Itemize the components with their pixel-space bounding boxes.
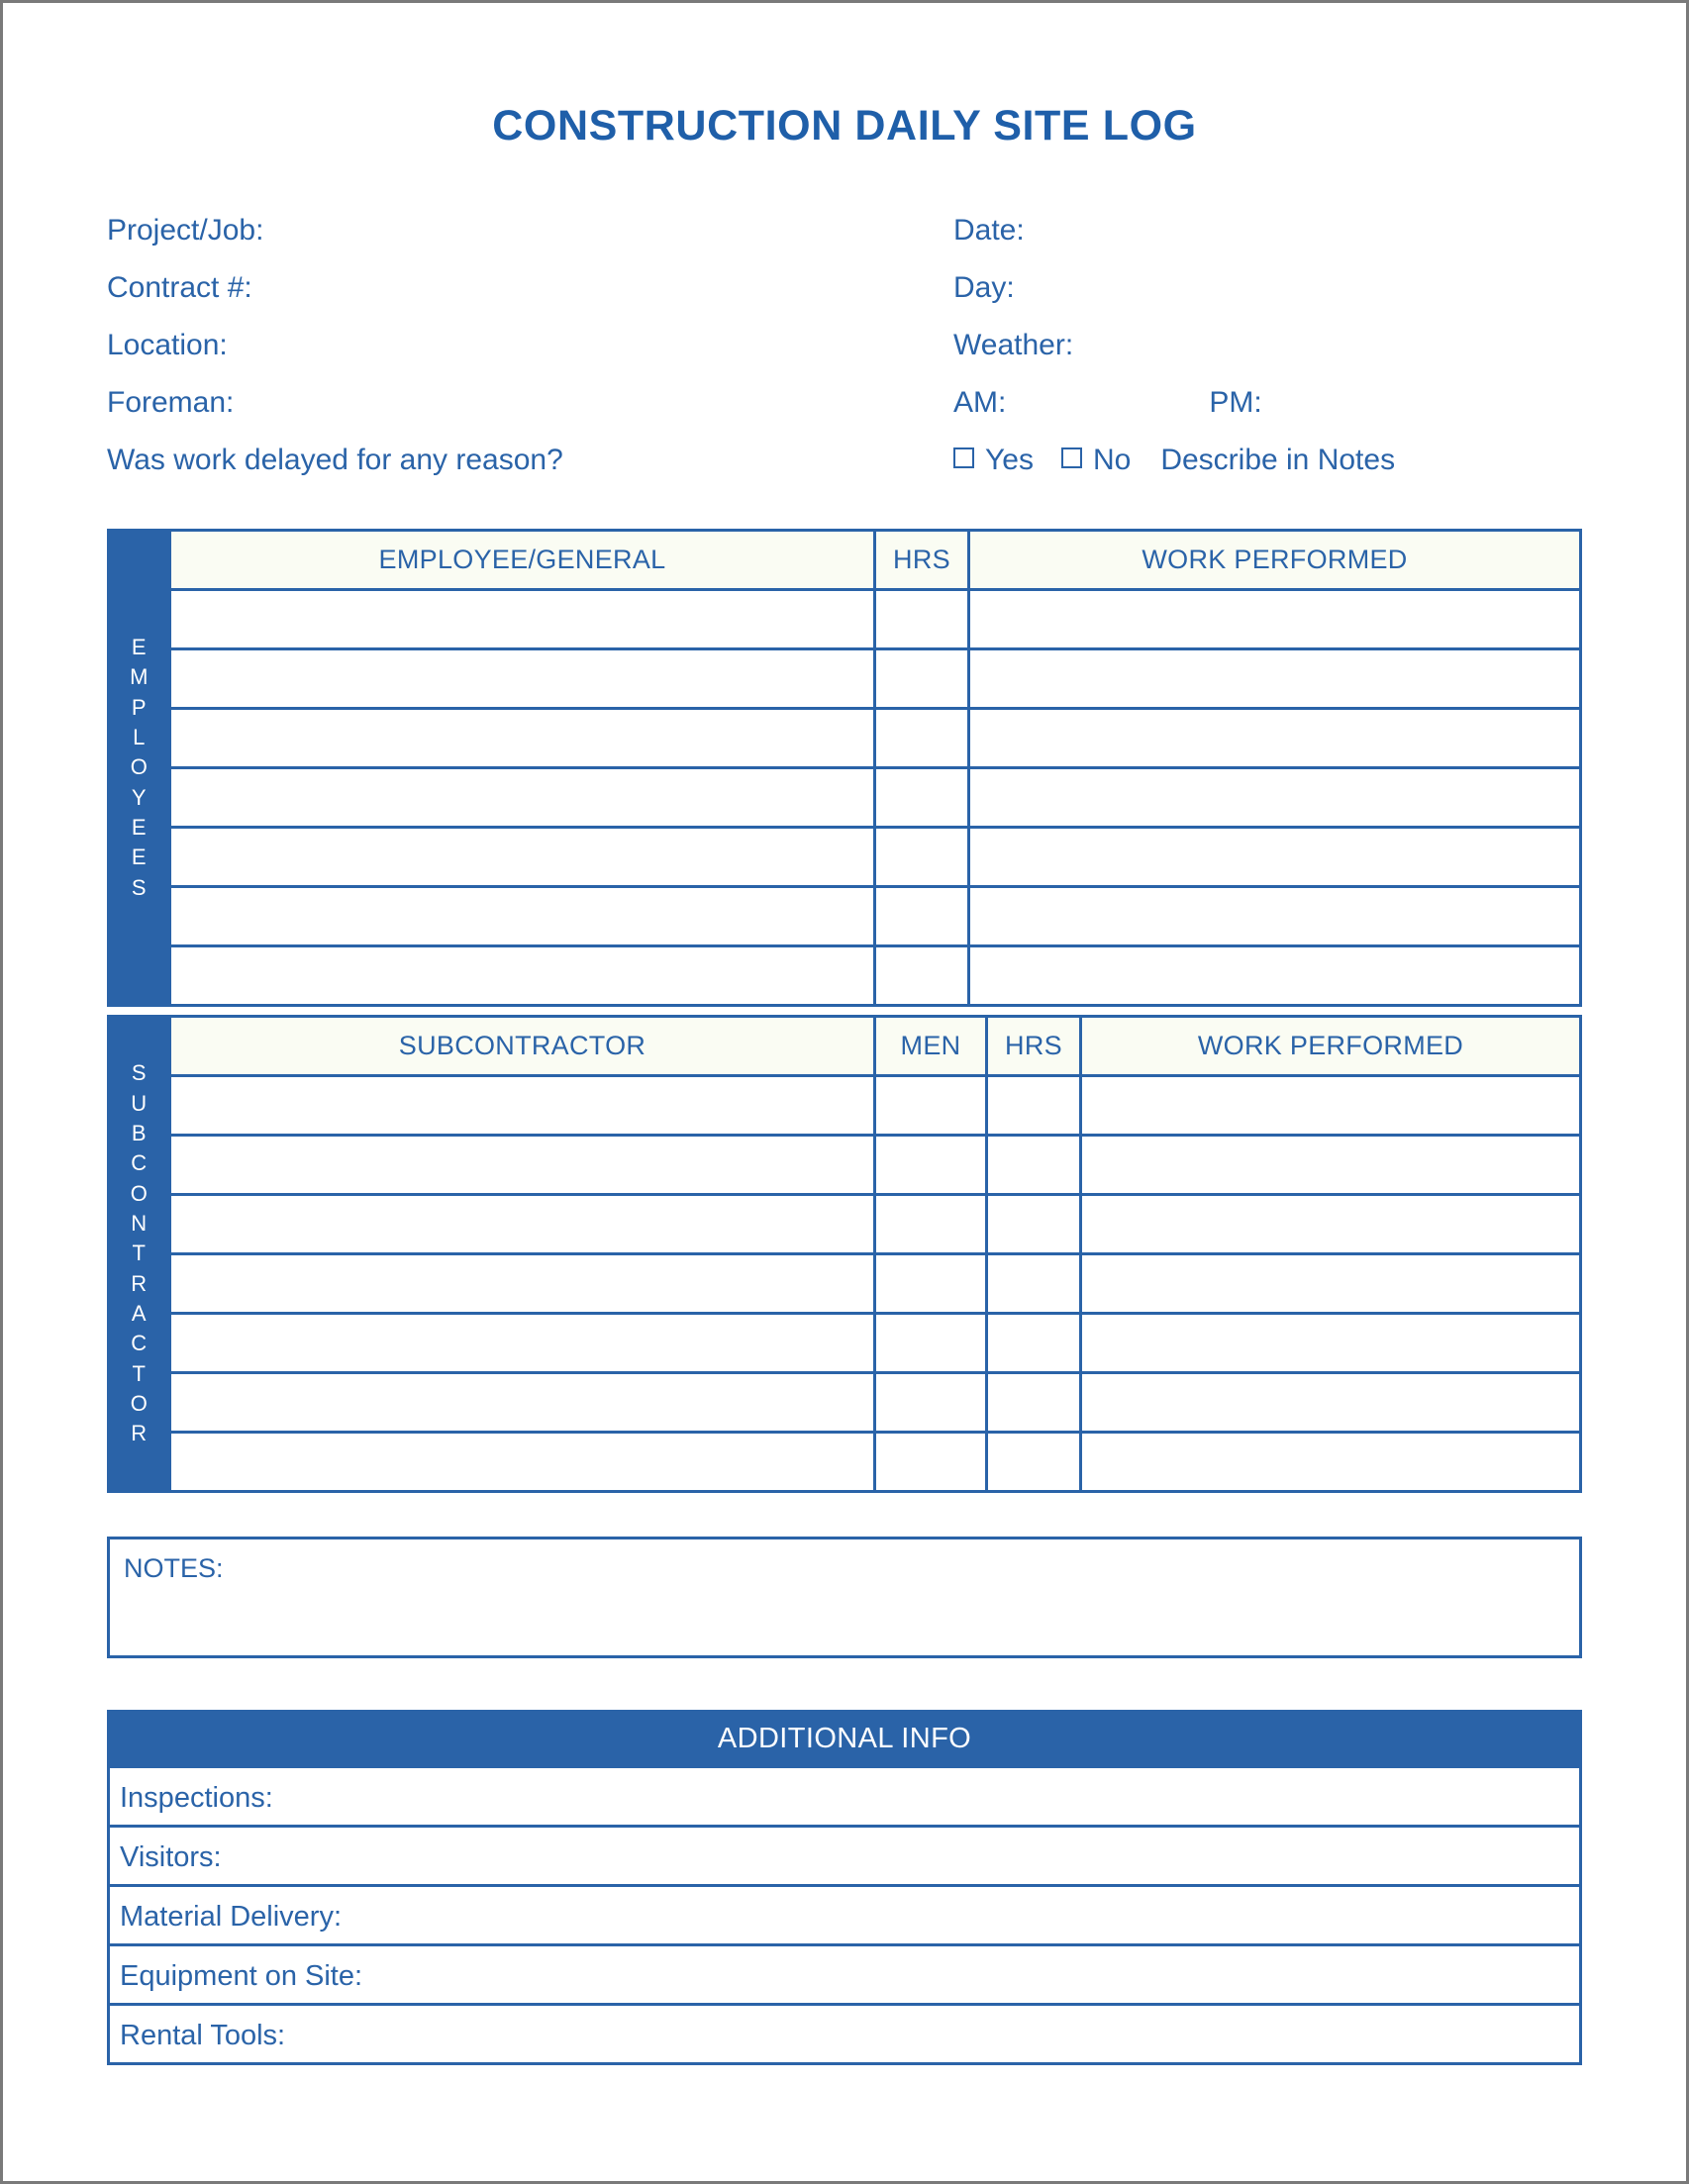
- employee-hrs-cell[interactable]: [875, 768, 969, 828]
- foreman-label: Foreman:: [107, 386, 235, 419]
- weather-label: Weather:: [953, 329, 1074, 361]
- side-letter: L: [133, 724, 146, 749]
- employees-side-strip: [109, 531, 170, 1006]
- foreman-field[interactable]: [107, 386, 953, 420]
- employee-work-cell[interactable]: [969, 590, 1581, 649]
- side-letter: S: [131, 1060, 148, 1086]
- subcontractor-name-cell[interactable]: [170, 1433, 875, 1492]
- subcontractor-hrs-cell[interactable]: [987, 1195, 1081, 1254]
- subcontractor-men-cell[interactable]: [875, 1136, 987, 1195]
- header-fields: [107, 214, 1582, 501]
- employee-hrs-cell[interactable]: [875, 887, 969, 946]
- employee-hrs-cell[interactable]: [875, 649, 969, 709]
- header-row-2: [107, 271, 1582, 329]
- day-field[interactable]: [953, 271, 1582, 305]
- employees-col-hrs: HRS: [875, 531, 969, 590]
- employee-name-cell[interactable]: [170, 946, 875, 1006]
- subcontractor-col-name: SUBCONTRACTOR: [170, 1017, 875, 1076]
- delay-checkboxes: [953, 444, 1395, 477]
- additional-info-row-visitors[interactable]: [110, 1825, 1579, 1884]
- side-letter: S: [131, 874, 148, 900]
- date-label: Date:: [953, 214, 1025, 247]
- employees-col-work: WORK PERFORMED: [969, 531, 1581, 590]
- subcontractor-hrs-cell[interactable]: [987, 1433, 1081, 1492]
- subcontractor-name-cell[interactable]: [170, 1195, 875, 1254]
- side-letter: T: [132, 1360, 147, 1386]
- subcontractor-side-strip: [109, 1017, 170, 1492]
- additional-info-section: [107, 1710, 1582, 2065]
- side-letter: A: [131, 1301, 148, 1327]
- additional-info-row-material-delivery[interactable]: [110, 1884, 1579, 1943]
- side-letter: O: [130, 1391, 149, 1417]
- side-letter: U: [131, 1090, 148, 1116]
- contract-number-field[interactable]: [107, 271, 953, 305]
- visitors-label: Visitors:: [120, 1841, 222, 1873]
- employee-name-cell[interactable]: [170, 768, 875, 828]
- employee-hrs-cell[interactable]: [875, 590, 969, 649]
- subcontractor-work-cell[interactable]: [1081, 1195, 1581, 1254]
- side-letter: P: [131, 694, 148, 720]
- employees-header-row: [109, 531, 1581, 590]
- page-title: CONSTRUCTION DAILY SITE LOG: [492, 102, 1197, 149]
- inspections-label: Inspections:: [120, 1782, 273, 1814]
- side-letter: E: [131, 634, 148, 659]
- project-job-label: Project/Job:: [107, 214, 264, 247]
- notes-label: NOTES:: [124, 1553, 224, 1583]
- header-row-1: [107, 214, 1582, 271]
- employee-hrs-cell[interactable]: [875, 709, 969, 768]
- subcontractor-name-cell[interactable]: [170, 1373, 875, 1433]
- subcontractor-work-cell[interactable]: [1081, 1373, 1581, 1433]
- subcontractor-table-wrap: [107, 1015, 1582, 1493]
- table-row: [109, 946, 1581, 1006]
- delay-yes-label: Yes: [985, 444, 1034, 476]
- side-letter: R: [131, 1421, 148, 1446]
- subcontractor-col-work: WORK PERFORMED: [1081, 1017, 1581, 1076]
- additional-info-row-equipment-on-site[interactable]: [110, 1943, 1579, 2003]
- subcontractor-men-cell[interactable]: [875, 1433, 987, 1492]
- am-pm-fields: [953, 386, 1582, 420]
- day-label: Day:: [953, 271, 1015, 304]
- rental-tools-label: Rental Tools:: [120, 2020, 286, 2051]
- material-delivery-label: Material Delivery:: [120, 1901, 342, 1933]
- delay-answer-group: [953, 444, 1582, 477]
- employee-name-cell[interactable]: [170, 709, 875, 768]
- table-row: [109, 768, 1581, 828]
- side-letter: C: [131, 1331, 148, 1356]
- subcontractor-men-cell[interactable]: [875, 1254, 987, 1314]
- side-letter: R: [131, 1270, 148, 1296]
- side-letter: O: [130, 1180, 149, 1206]
- table-row: [109, 1195, 1581, 1254]
- subcontractor-table: [107, 1015, 1582, 1493]
- table-row: [109, 1433, 1581, 1492]
- employees-side-label: [110, 633, 168, 903]
- side-letter: O: [130, 754, 149, 780]
- date-field[interactable]: [953, 214, 1582, 248]
- subcontractor-men-cell[interactable]: [875, 1373, 987, 1433]
- weather-field[interactable]: [953, 329, 1582, 362]
- employee-work-cell[interactable]: [969, 887, 1581, 946]
- employee-work-cell[interactable]: [969, 828, 1581, 887]
- am-label[interactable]: AM:: [953, 386, 1007, 419]
- table-row: [109, 1373, 1581, 1433]
- subcontractor-name-cell[interactable]: [170, 1314, 875, 1373]
- form-sheet: [3, 3, 1686, 2181]
- table-row: [109, 649, 1581, 709]
- table-row: [109, 887, 1581, 946]
- subcontractor-col-hrs: HRS: [987, 1017, 1081, 1076]
- checkbox-icon[interactable]: [953, 447, 974, 468]
- location-field[interactable]: [107, 329, 953, 362]
- employee-name-cell[interactable]: [170, 828, 875, 887]
- pm-label[interactable]: PM:: [1209, 386, 1262, 419]
- notes-box[interactable]: [107, 1537, 1582, 1658]
- employees-col-name: EMPLOYEE/GENERAL: [170, 531, 875, 590]
- checkbox-icon[interactable]: [1061, 447, 1082, 468]
- employee-hrs-cell[interactable]: [875, 946, 969, 1006]
- delay-no-option[interactable]: [1061, 444, 1131, 477]
- subcontractor-name-cell[interactable]: [170, 1254, 875, 1314]
- employee-work-cell[interactable]: [969, 709, 1581, 768]
- subcontractor-hrs-cell[interactable]: [987, 1136, 1081, 1195]
- project-job-field[interactable]: [107, 214, 953, 248]
- delay-no-label: No: [1092, 444, 1132, 476]
- subcontractor-hrs-cell[interactable]: [987, 1076, 1081, 1136]
- side-letter: E: [131, 844, 148, 870]
- subcontractor-men-cell[interactable]: [875, 1195, 987, 1254]
- subcontractor-hrs-cell[interactable]: [987, 1314, 1081, 1373]
- employee-name-cell[interactable]: [170, 887, 875, 946]
- subcontractor-work-cell[interactable]: [1081, 1433, 1581, 1492]
- employee-name-cell[interactable]: [170, 590, 875, 649]
- subcontractor-work-cell[interactable]: [1081, 1136, 1581, 1195]
- side-letter: B: [131, 1120, 148, 1145]
- side-letter: M: [130, 664, 149, 690]
- table-row: [109, 590, 1581, 649]
- additional-info-banner: ADDITIONAL INFO: [110, 1713, 1579, 1765]
- delay-question: [107, 444, 953, 477]
- employees-table: [107, 529, 1582, 1007]
- subcontractor-men-cell[interactable]: [875, 1076, 987, 1136]
- employee-name-cell[interactable]: [170, 649, 875, 709]
- employee-work-cell[interactable]: [969, 946, 1581, 1006]
- table-row: [109, 1314, 1581, 1373]
- header-row-4: [107, 386, 1582, 444]
- table-gap: [107, 1007, 1582, 1015]
- delay-question-row: [107, 444, 1582, 501]
- subcontractor-work-cell[interactable]: [1081, 1254, 1581, 1314]
- location-label: Location:: [107, 329, 228, 361]
- subcontractor-header-row: [109, 1017, 1581, 1076]
- side-letter: Y: [131, 784, 148, 810]
- additional-info-row-rental-tools[interactable]: [110, 2003, 1579, 2062]
- subcontractor-name-cell[interactable]: [170, 1136, 875, 1195]
- side-letter: N: [131, 1210, 148, 1236]
- table-row: [109, 1076, 1581, 1136]
- employee-hrs-cell[interactable]: [875, 828, 969, 887]
- subcontractor-side-label: [110, 1058, 168, 1449]
- table-row: [109, 1254, 1581, 1314]
- table-row: [109, 828, 1581, 887]
- equipment-on-site-label: Equipment on Site:: [120, 1960, 363, 1992]
- employees-table-wrap: [107, 529, 1582, 1007]
- employee-work-cell[interactable]: [969, 649, 1581, 709]
- delay-hint-label: Describe in Notes: [1160, 444, 1396, 476]
- employee-work-cell[interactable]: [969, 768, 1581, 828]
- subcontractor-work-cell[interactable]: [1081, 1076, 1581, 1136]
- side-letter: E: [131, 815, 148, 841]
- delay-question-label: Was work delayed for any reason?: [107, 444, 563, 476]
- header-row-3: [107, 329, 1582, 386]
- subcontractor-hrs-cell[interactable]: [987, 1373, 1081, 1433]
- side-letter: C: [131, 1150, 148, 1176]
- subcontractor-men-cell[interactable]: [875, 1314, 987, 1373]
- side-letter: T: [132, 1241, 147, 1266]
- contract-number-label: Contract #:: [107, 271, 252, 304]
- table-row: [109, 1136, 1581, 1195]
- subcontractor-name-cell[interactable]: [170, 1076, 875, 1136]
- subcontractor-work-cell[interactable]: [1081, 1314, 1581, 1373]
- additional-info-row-inspections[interactable]: [110, 1765, 1579, 1825]
- subcontractor-col-men: MEN: [875, 1017, 987, 1076]
- table-row: [109, 709, 1581, 768]
- delay-yes-option[interactable]: [953, 444, 1034, 477]
- subcontractor-hrs-cell[interactable]: [987, 1254, 1081, 1314]
